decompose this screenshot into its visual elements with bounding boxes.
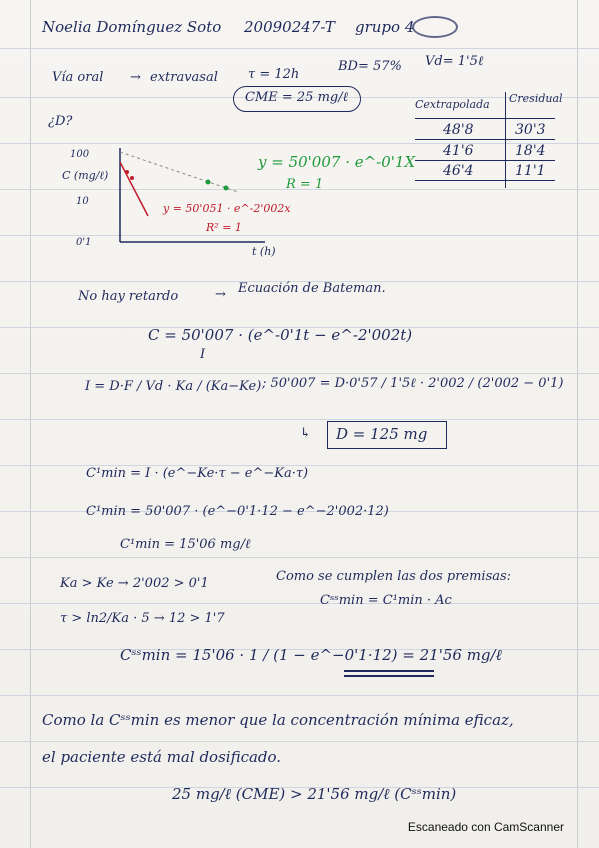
table-cell: 18'4	[515, 143, 546, 159]
equation-i: I = D·F / Vd · Ka / (Ka−Ke)	[85, 379, 262, 394]
underline-2	[344, 675, 434, 677]
residual-line	[120, 162, 148, 216]
ruled-line	[0, 741, 599, 742]
table-cell: 48'8	[443, 122, 474, 138]
table-header-residual: Cresidual	[509, 92, 563, 105]
graph-y-tick-10: 10	[76, 196, 89, 207]
margin-line	[30, 0, 31, 848]
red-r: R² = 1	[206, 221, 242, 234]
question-text: ¿D?	[48, 114, 73, 129]
student-id: 20090247-T	[244, 18, 335, 36]
red-equation: y = 50'051 · e^-2'002x	[163, 202, 291, 215]
no-delay-text: No hay retardo	[78, 289, 179, 304]
green-r: R = 1	[286, 177, 324, 192]
ruled-line	[0, 603, 599, 604]
premise-text: Como se cumplen las dos premisas:	[276, 569, 512, 584]
cmin-formula: C¹min = I · (e^−Ke·τ − e^−Ka·τ)	[86, 466, 309, 481]
table-header-extrapolated: Cextrapolada	[415, 98, 490, 111]
ruled-line	[0, 373, 599, 374]
arrow: ↳	[300, 426, 311, 441]
graph-y-label: C (mg/ℓ)	[62, 169, 109, 182]
ruled-line	[0, 419, 599, 420]
tau-text: τ = 12h	[248, 67, 300, 82]
graph-y-tick-01: 0'1	[76, 237, 92, 248]
graph-x-label: t (h)	[252, 245, 276, 258]
vd-text: Vd= 1'5ℓ	[425, 54, 484, 69]
elimination-point	[206, 180, 211, 185]
condition-2: τ > ln2/Ka · 5 → 12 > 1'7	[60, 611, 225, 626]
ruled-line	[0, 695, 599, 696]
css-relation: Cˢˢmin = C¹min · Ac	[320, 593, 452, 608]
condition-1: Ka > Ke → 2'002 > 0'1	[60, 576, 209, 591]
residual-point	[125, 170, 129, 174]
bateman-text: Ecuación de Bateman.	[238, 281, 386, 296]
underline-1	[344, 670, 434, 672]
cmin-substituted: C¹min = 50'007 · (e^−0'1·12 − e^−2'002·12)	[86, 504, 389, 519]
conclusion-line-1: Como la Cˢˢmin es menor que la concentración mínima eficaz,	[42, 711, 514, 729]
ruled-line	[0, 48, 599, 49]
table-cell: 30'3	[515, 122, 546, 138]
final-comparison: 25 mg/ℓ (CME) > 21'56 mg/ℓ (Cˢˢmin)	[172, 785, 457, 803]
equation-i-substituted: ; 50'007 = D·0'57 / 1'5ℓ · 2'002 / (2'002 − 0'1)	[262, 376, 564, 391]
equation-c-i: I	[200, 347, 206, 362]
elimination-point	[224, 186, 229, 191]
scanner-footer: Escaneado con CamScanner	[407, 820, 564, 834]
extravasal-text: extravasal	[150, 70, 218, 85]
cmin-result: C¹min = 15'06 mg/ℓ	[120, 537, 251, 552]
table-cell: 11'1	[515, 163, 546, 179]
cme-text: CME = 25 mg/ℓ	[245, 90, 349, 105]
student-name: Noelia Domínguez Soto	[42, 18, 222, 36]
route-arrow: →	[130, 70, 141, 85]
css-result: Cˢˢmin = 15'06 · 1 / (1 − e^−0'1·12) = 21'56 mg/ℓ	[120, 646, 502, 664]
ruled-line	[0, 557, 599, 558]
conclusion-line-2: el paciente está mal dosificado.	[42, 748, 282, 766]
group-label: grupo 4	[355, 18, 415, 36]
extrapolated-line	[120, 152, 238, 192]
margin-line-right	[577, 0, 578, 848]
graph-y-tick-100: 100	[70, 149, 90, 160]
residual-point	[130, 176, 134, 180]
data-table	[415, 92, 563, 188]
bd-text: BD= 57%	[338, 59, 402, 74]
table-cell: 41'6	[443, 143, 474, 159]
scribble-icon	[412, 16, 458, 38]
sketch-graph	[60, 140, 280, 258]
table-cell: 46'4	[443, 163, 474, 179]
equation-c: C = 50'007 · (e^-0'1t − e^-2'002t)	[148, 326, 413, 344]
route-text: Vía oral	[52, 70, 104, 85]
dose-result: D = 125 mg	[336, 425, 428, 443]
green-equation: y = 50'007 · e^-0'1X	[258, 153, 416, 171]
arrow: →	[215, 287, 226, 302]
